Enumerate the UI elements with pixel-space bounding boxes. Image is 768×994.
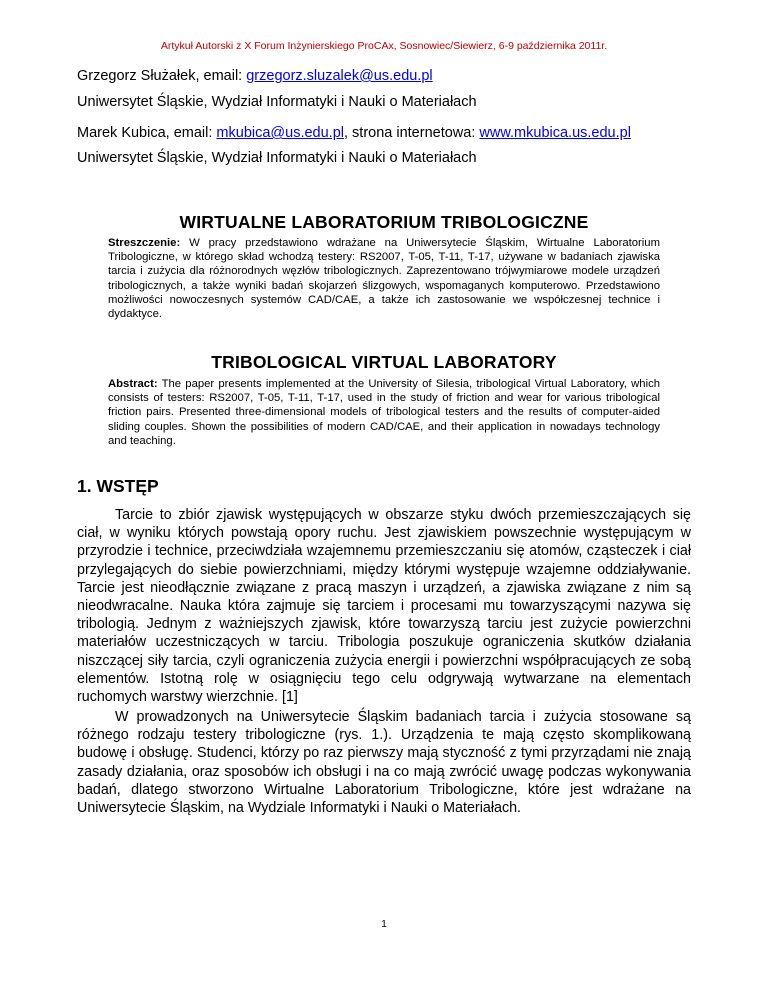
abstract-english-text: The paper presents implemented at the University of Silesia, tribological Virtual Laboratory, which consists of testers: RS2007, T-05, T-11, T-17, used in the study of friction and wear for various tribological friction pairs. Presented three-dimensional models of tribological testers and the results of computer-aided sliding couples. Shown the possibilities of modern CAD/CAE, and their application in nowadays technology and teaching.: [108, 378, 661, 447]
author-2-website-label: , strona internetowa:: [343, 125, 480, 141]
title-english: TRIBOLOGICAL VIRTUAL LABORATORY: [211, 352, 557, 372]
paragraph-2: W prowadzonych na Uniwersytecie Śląskim badaniach tarcia i zużycia stosowane są różnego rodzaju testery tribologiczne (rys. 1.). Urządzenia te mają często skomplikowaną budowę i obsługę. Studenci, którzy po raz pierwszy mają styczność z tymi przyrządami nie znają zasady działania, oraz sposobów ich obsługi i na co mają zwrócić uwagę podczas wykonywania badań, dlatego stworzono Wirtualne Laboratorium Tribologiczne, które jest wdrażane na Uniwersytecie Śląskim, na Wydziale Informatyki i Nauki o Materiałach.: [77, 709, 691, 817]
author-2-affiliation: Uniwersytet Śląskie, Wydział Informatyki i Nauki o Materiałach: [77, 150, 477, 166]
author-2-email-link[interactable]: mkubica@us.edu.pl: [216, 125, 344, 141]
page-number: 1: [381, 919, 387, 930]
author-1-affiliation: Uniwersytet Śląskie, Wydział Informatyki i Nauki o Materiałach: [77, 94, 477, 110]
abstract-polish-text: W pracy przedstawiono wdrażane na Uniwersytecie Śląskim, Wirtualne Laboratorium Tribologiczne, w którego skład wchodzą testery: RS2007, T-05, T-11, T-17, używane w badaniach zjawiska tarcia i zużycia dla różnorodnych węzłów tribologicznych. Zaprezentowano trójwymiarowe modele urządzeń tribologicznych, a także wyniki badań skojarzeń ślizgowych, wspomaganych komputerowo. Przedstawiono możliwości nowoczesnych systemów CAD/CAE, a także ich zastosowanie we współczesnej technice i dydaktyce.: [108, 237, 661, 321]
section-heading: 1. WSTĘP: [77, 476, 159, 496]
author-2-name: Marek Kubica, email:: [77, 125, 217, 141]
title-polish: WIRTUALNE LABORATORIUM TRIBOLOGICZNE: [179, 212, 589, 232]
author-1-line: [77, 67, 433, 85]
author-2-website-link[interactable]: www.mkubica.us.edu.pl: [479, 125, 631, 141]
paragraph-1: Tarcie to zbiór zjawisk występujących w obszarze styku dwóch przemieszczających się ciał, w wyniku których powstają opory ruchu. Jest zjawiskiem powszechnie występującym w przyrodzie i technice, przeciwdziała wzajemnemu przemieszczaniu się atomów, cząsteczek i ciał przylegających do siebie powierzchniami, między którymi występuje wzajemne oddziaływanie. Tarcie jest nieodłącznie związane z pracą maszyn i urządzeń, a zjawiska związane z nim są nieodwracalne. Nauka która zajmuje się tarciem i procesami mu towarzyszącymi nazywa się tribologią. Jednym z ważniejszych zjawisk, które towarzyszą tarciu jest zużycie powierzchni materiałów uczestniczących w tarciu. Tribologia poszukuje ograniczenia skutków działania niszczącej siły tarcia, czyli ograniczenia zużycia energii i powierzchni współpracujących ze sobą elementów. Istotną rolę w osiągnięciu tego celu odgrywają wytwarzane na elementach ruchomych warstwy wierzchnie. [1]: [77, 507, 691, 706]
author-1-name: Grzegorz Służałek, email:: [77, 68, 247, 84]
abstract-english: [108, 377, 660, 448]
author-2-line: [77, 124, 631, 142]
author-1-email-link[interactable]: grzegorz.sluzalek@us.edu.pl: [246, 68, 433, 84]
abstract-polish: [108, 236, 660, 321]
abstract-english-label: Abstract:: [108, 378, 158, 390]
conference-header-note: Artykuł Autorski z X Forum Inżynierskiego ProCAx, Sosnowiec/Siewierz, 6-9 października 2011r.: [160, 40, 608, 52]
abstract-polish-label: Streszczenie:: [108, 237, 181, 249]
